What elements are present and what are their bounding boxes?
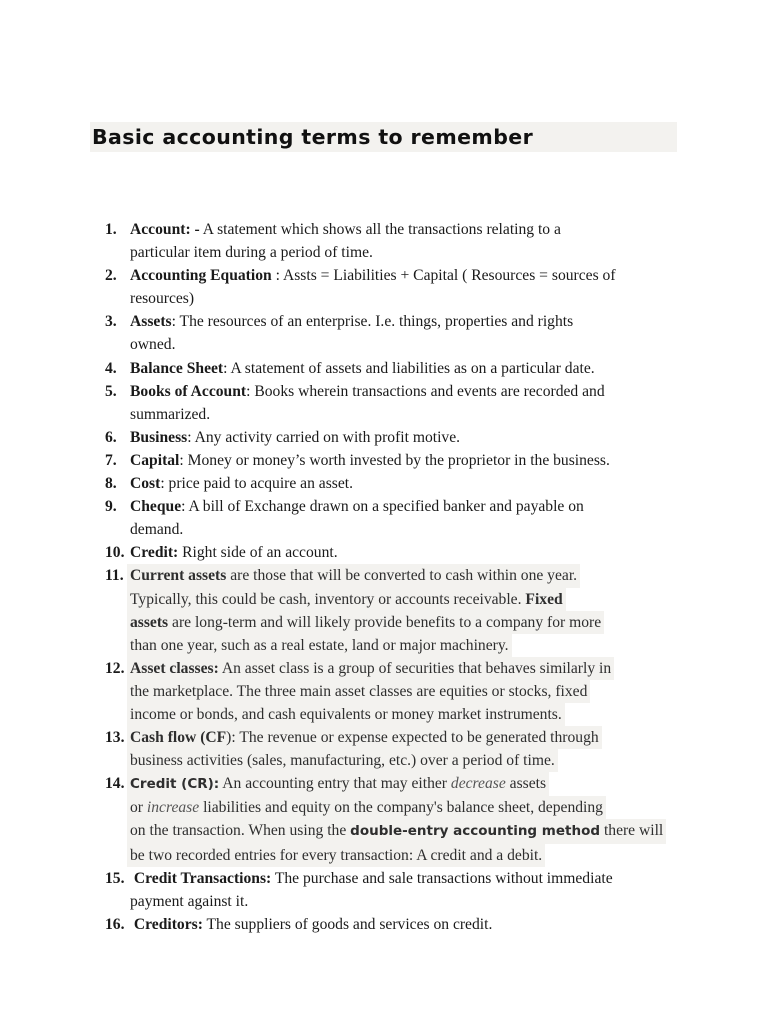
item-text: on the transaction. When using the [130,822,347,840]
item-text: the marketplace. The three main asset classes are equities or stocks, fixed [130,682,588,700]
item-number: 13. [105,729,125,747]
item-text: demand. [130,521,184,539]
title-bar [90,122,677,152]
item-text: be two recorded entries for every transaction: A credit and a debit. [130,846,543,864]
item-text: : Books wherein transactions and events are recorded and [246,382,605,400]
item-number: 4. [105,359,117,377]
list-item [105,264,685,310]
item-text: business activities (sales, manufacturing, etc.) over a period of time. [130,752,555,770]
item-text: assets [509,775,547,793]
list-item [105,726,685,772]
item-text: The purchase and sale transactions without immediate [274,869,613,887]
list-item [105,495,685,541]
item-term: Credit: [130,544,179,562]
list-item [105,867,685,913]
item-text: : The resources of an enterprise. I.e. things, properties and rights [171,313,574,331]
item-term: Fixed [525,590,563,608]
item-text: than one year, such as a real estate, land or major machinery. [130,636,509,654]
item-term: Account: - [130,221,200,238]
item-term: Asset classes: [130,659,219,677]
item-term: Credit (CR): [130,776,220,793]
item-text: : Assts = Liabilities + Capital ( Resources = sources of [275,267,616,285]
item-term: Current assets [130,567,227,585]
list-item [105,472,685,495]
item-number: 14. [105,775,125,793]
item-term: Balance Sheet [130,359,224,377]
list-item [105,218,685,264]
list-item [105,449,685,472]
list-item [105,564,685,656]
item-term: (CF [200,729,227,747]
item-text: are long-term and will likely provide benefits to a company for more [172,613,602,631]
item-term: Cash flow [130,729,197,747]
item-text: An accounting entry that may either [222,775,447,793]
list-item [105,380,685,426]
item-text: : price paid to acquire an asset. [160,475,354,493]
item-text: A statement which shows all the transactions relating to a [202,221,561,238]
page-title: Basic accounting terms to remember [92,125,534,149]
item-text: Typically, this could be cash, inventory or accounts receivable. [130,590,522,608]
item-number: 3. [105,313,117,331]
item-text: An asset class is a group of securities that behaves similarly in [221,659,612,677]
item-text: : A bill of Exchange drawn on a specified banker and payable on [181,498,584,516]
terms-list [105,218,685,936]
item-term: Books of Account [130,382,247,400]
item-text: owned. [130,336,176,354]
item-number: 1. [105,221,117,238]
item-number: 6. [105,428,117,446]
item-text: summarized. [130,405,211,423]
item-term: Creditors: [133,915,203,933]
item-text: liabilities and equity on the company's balance sheet, depending [203,799,603,817]
item-number: 16. [105,915,125,933]
item-number: 11. [105,567,124,585]
item-number: 12. [105,659,125,677]
item-number: 10. [105,544,125,562]
item-text: particular item during a period of time. [130,244,373,262]
item-term: Capital [130,451,180,469]
item-term: Accounting Equation [130,267,272,285]
item-text: The suppliers of goods and services on credit. [206,915,493,933]
item-text: : A statement of assets and liabilities as on a particular date. [223,359,595,377]
list-item [105,426,685,449]
item-text: ): The revenue or expense expected to be generated through [226,729,599,747]
list-item [105,357,685,380]
item-text: are those that will be converted to cash within one year. [230,567,578,585]
item-term: Cheque [130,498,182,516]
item-number: 9. [105,498,117,516]
item-term: assets [130,613,169,631]
list-item [105,913,685,936]
item-number: 7. [105,451,117,469]
item-term: double-entry accounting method [350,823,601,840]
item-term: Business [130,428,188,446]
item-text: resources) [130,290,195,308]
list-item [105,310,685,356]
item-text: income or bonds, and cash equivalents or money market instruments. [130,705,562,723]
item-text: payment against it. [130,892,249,910]
item-number: 2. [105,267,117,285]
item-text: or [130,799,143,817]
item-term: Assets [130,313,172,331]
item-text: : Any activity carried on with profit motive. [187,428,461,446]
list-item [105,541,685,564]
item-number: 8. [105,475,117,493]
item-number: 15. [105,869,125,887]
item-italic: increase [146,799,200,817]
item-text: : Money or money’s worth invested by the proprietor in the business. [179,451,610,469]
item-term: Cost [130,475,161,493]
item-number: 5. [105,382,117,400]
item-text: there will [603,822,664,840]
item-term: Credit Transactions: [133,869,272,887]
list-item [105,772,685,866]
item-text: Right side of an account. [182,544,338,562]
item-italic: decrease [450,775,506,793]
list-item [105,657,685,726]
